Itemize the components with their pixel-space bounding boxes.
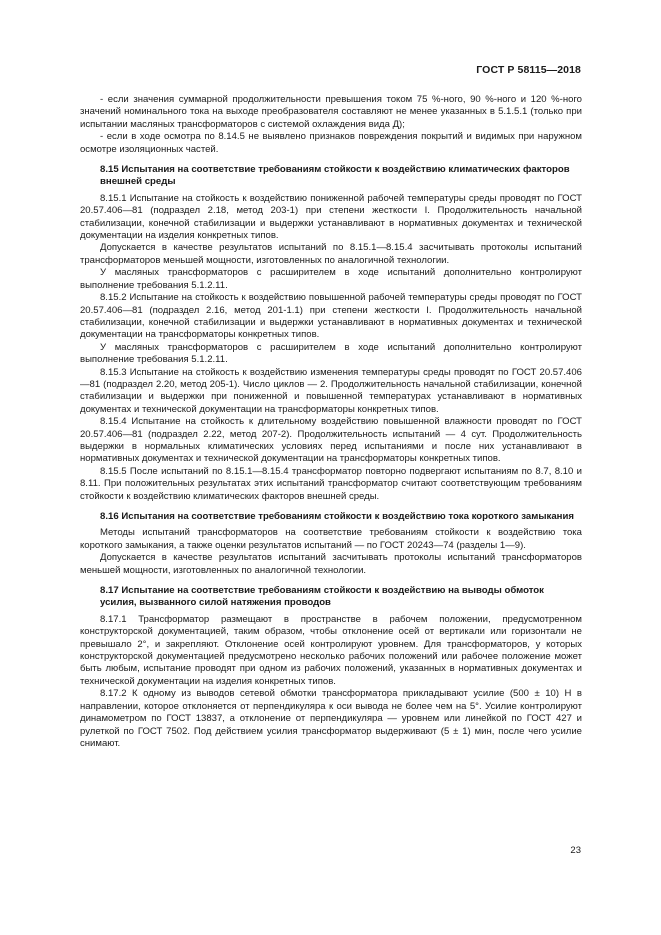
paragraph: У масляных трансформаторов с расширителем в ходе испытаний дополнительно контролируют выполнение требования 5.1.2.11. xyxy=(80,341,582,366)
paragraph: 8.15.2 Испытание на стойкость к воздействию повышенной рабочей температуры среды проводят по ГОСТ 20.57.406—81 (подраздел 2.16, метод 201-1.1) при степени жесткости I. Продолжительность начальной стабилизации, конечной стабилизации и выдержки устанавливают в нормативных документах и технической документации на трансформаторы конкретных типов. xyxy=(80,292,582,341)
page-number: 23 xyxy=(570,845,581,856)
paragraph: Допускается в качестве результатов испытаний по 8.15.1—8.15.4 засчитывать протоколы испытаний трансформаторов меньшей мощности, изготовленных по аналогичной технологии. xyxy=(80,242,582,266)
document-body xyxy=(80,94,582,750)
paragraph: 8.15.3 Испытание на стойкость к воздействию изменения температуры среды проводят по ГОСТ 20.57.406—81 (подраздел 2.20, метод 205-1). Число циклов — 2. Продолжительность начальной стабилизации, конечной стабилизации и выдержки при пониженной и повышенной температурах устанавливают в нормативных документах и технической документации на трансформаторы конкретных типов. xyxy=(80,366,582,415)
paragraph: - если в ходе осмотра по 8.14.5 не выявлено признаков повреждения покрытий и видимых при наружном осмотре изоляционных частей. xyxy=(80,131,582,155)
paragraph: У масляных трансформаторов с расширителем в ходе испытаний дополнительно контролируют выполнение требования 5.1.2.11. xyxy=(80,267,582,291)
paragraph: 8.17.1 Трансформатор размещают в пространстве в рабочем положении, предусмотренном конструкторской документацией, таким образом, чтобы отклонение осей от вертикали или горизонтали не превышало 2°, и закрепляют. Отклонение осей контролируют уровнем. Для трансформаторов, у которых конструкторской документацией предусмотрено несколько рабочих положений или рабочее положение может быть любым, испытание проводят при одном из рабочих положений, указанных в нормативных документах и технической документации на изделия конкретных типов. xyxy=(80,613,582,687)
section-heading-8-15: 8.15 Испытания на соответствие требованиям стойкости к воздействию климатических факторов внешней среды xyxy=(100,164,570,188)
paragraph: Допускается в качестве результатов испытаний засчитывать протоколы испытаний трансформаторов меньшей мощности, изготовленных по аналогичной технологии. xyxy=(80,552,582,576)
standard-designation: ГОСТ Р 58115—2018 xyxy=(476,64,581,76)
paragraph: 8.15.1 Испытание на стойкость к воздействию пониженной рабочей температуры среды проводят по ГОСТ 20.57.406—81 (подраздел 2.18, метод 203-1) при степени жесткости I. Продолжительность начальной стабилизации, конечной стабилизации и выдержки устанавливают в нормативных документах и технической документации на изделия конкретных типов. xyxy=(80,192,582,242)
paragraph: - если значения суммарной продолжительности превышения током 75 %-ного, 90 %-ного и 120 %-ного значений номинального тока на выходе преобразователя составляют не менее указанных в 5.1.5.1 (только при испытании масляных трансформаторов с системой охлаждения вида Д); xyxy=(80,94,582,130)
paragraph: 8.17.2 К одному из выводов сетевой обмотки трансформатора прикладывают усилие (500 ± 10) Н в направлении, которое отклоняется от перпендикуляра к оси вывода не более чем на 5°. Усилие контролируют динамометром по ГОСТ 13837, а отклонение от перпендикуляра — уровнем или линейкой по ГОСТ 427 и рулеткой по ГОСТ 7502. Под действием усилия трансформатор выдерживают (5 ± 1) мин, после чего усилие снимают. xyxy=(80,688,582,749)
paragraph: Методы испытаний трансформаторов на соответствие требованиям стойкости к воздействию тока короткого замыкания, а также оценки результатов испытаний — по ГОСТ 20243—74 (разделы 1—9). xyxy=(80,527,582,551)
paragraph: 8.15.5 После испытаний по 8.15.1—8.15.4 трансформатор повторно подвергают испытаниям по 8.7, 8.10 и 8.11. При положительных результатах этих испытаний трансформатор считают соответствующим требованиям стойкости к воздействию климатических факторов внешней среды. xyxy=(80,465,582,502)
section-heading-8-16: 8.16 Испытания на соответствие требованиям стойкости к воздействию тока короткого замыкания xyxy=(100,511,574,522)
paragraph: 8.15.4 Испытание на стойкость к длительному воздействию повышенной влажности проводят по ГОСТ 20.57.406—81 (подраздел 2.22, метод 207-2). Продолжительность испытаний — 4 сут. Продолжительность выдержки в нормальных климатических условиях перед испытаниями и после них устанавливают в нормативных документах и технической документации на трансформаторы конкретных типов. xyxy=(80,416,582,465)
section-heading-8-17: 8.17 Испытание на соответствие требованиям стойкости к воздействию на выводы обмоток усилия, вызванного силой натяжения проводов xyxy=(100,585,544,609)
